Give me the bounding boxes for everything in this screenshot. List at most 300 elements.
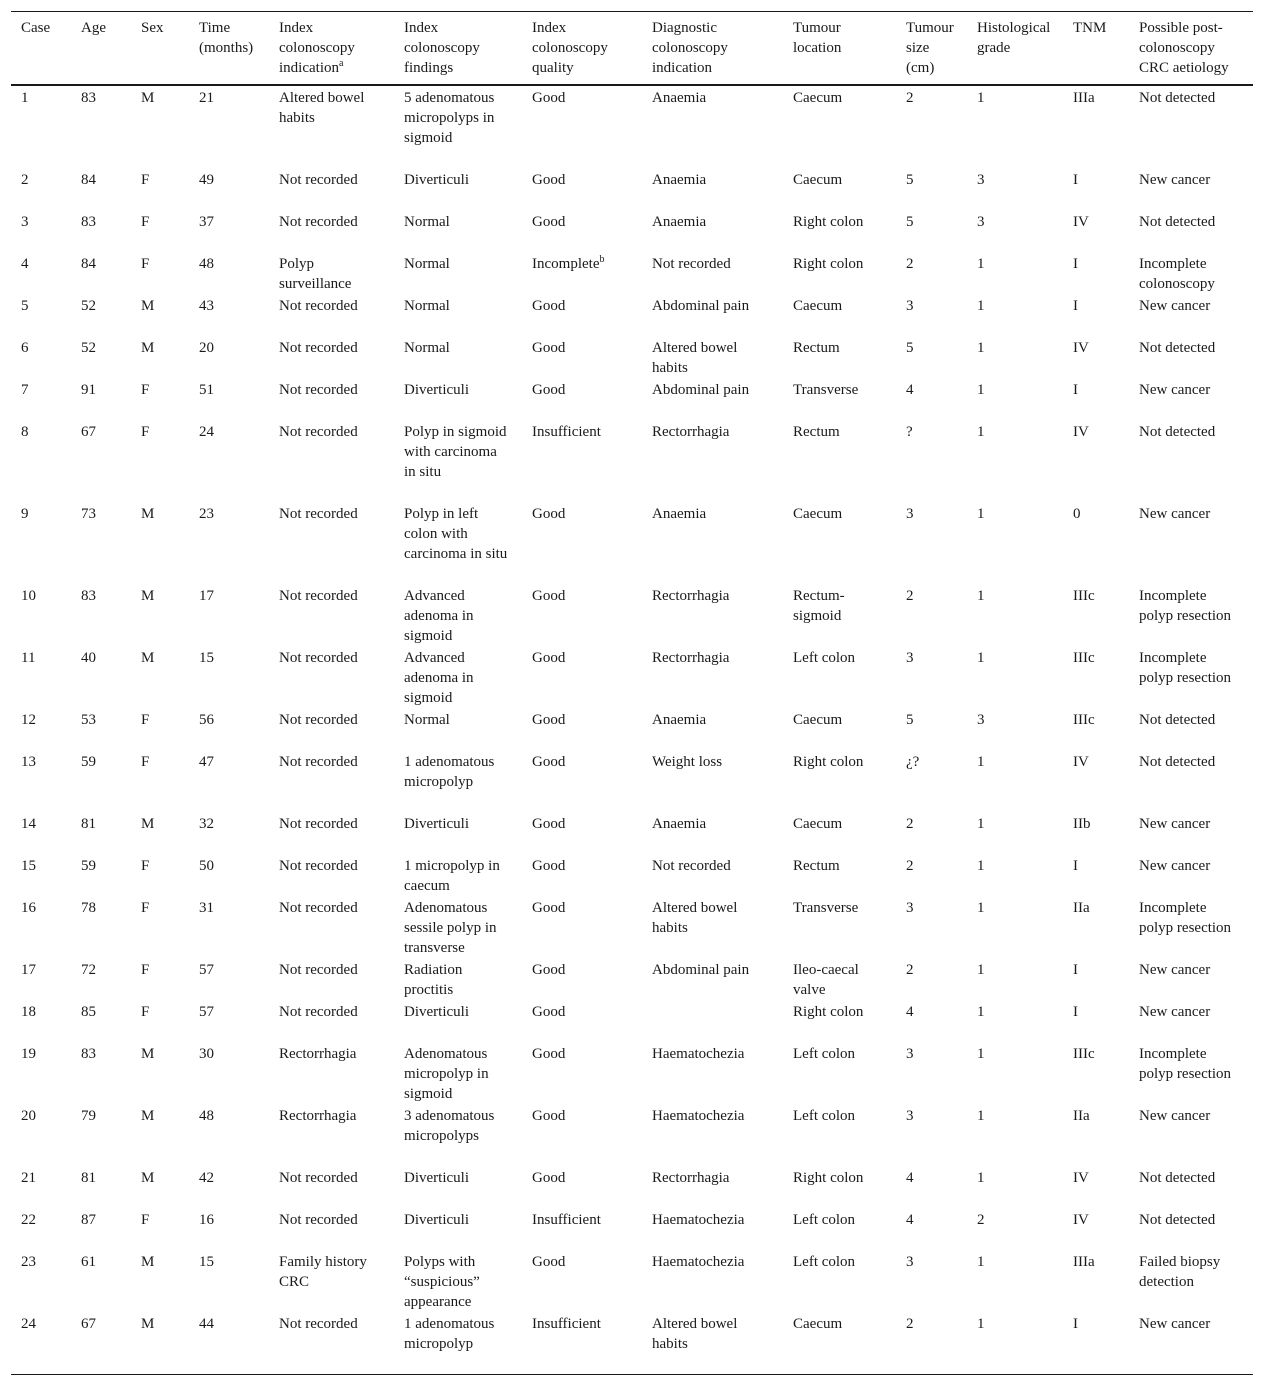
cell-aetiology: [1129, 1104, 1253, 1166]
cell-tnm: [1063, 708, 1129, 750]
cell-sex: [131, 294, 189, 336]
cell-tnm: [1063, 646, 1129, 708]
cell-text: 15: [21, 858, 36, 874]
cell-text: 20: [21, 1108, 36, 1124]
header-time: [189, 12, 269, 86]
cell-index-indication: [269, 336, 394, 378]
cell-index-quality: [522, 1000, 642, 1042]
cell-index-indication: [269, 1000, 394, 1042]
cell-text: Adenomatous micropolyp in sigmoid: [404, 1046, 489, 1102]
cell-text: Polyp in sigmoid with carcinoma in situ: [404, 424, 507, 480]
cell-index-indication: [269, 896, 394, 958]
cell-tumour-size: [896, 1042, 967, 1104]
cell-aetiology: [1129, 85, 1253, 168]
cell-text: Caecum: [793, 506, 843, 522]
cell-diagnostic-indication: [642, 168, 783, 210]
cell-tumour-size: [896, 958, 967, 1000]
cell-text: M: [141, 298, 155, 314]
table-row: [11, 812, 1253, 854]
cell-text: 3: [977, 712, 985, 728]
cell-histological-grade: [967, 378, 1063, 420]
cell-index-findings: [394, 1166, 522, 1208]
cell-text: Good: [532, 1170, 566, 1186]
cell-index-indication: [269, 1250, 394, 1312]
cell-index-quality: [522, 85, 642, 168]
cell-age: [71, 420, 131, 502]
cell-text: Not detected: [1139, 754, 1216, 770]
header-age: [71, 12, 131, 86]
cell-text: Incomplete colonoscopy: [1139, 256, 1215, 292]
cell-tumour-location: [783, 708, 896, 750]
cell-histological-grade: [967, 1042, 1063, 1104]
cell-text: Good: [532, 1046, 566, 1062]
cell-index-findings: [394, 584, 522, 646]
cell-text: M: [141, 1316, 155, 1332]
table-row: [11, 1104, 1253, 1166]
cell-histological-grade: [967, 1250, 1063, 1312]
cell-text: Not recorded: [279, 754, 358, 770]
cell-text: 16: [199, 1212, 214, 1228]
cell-text: F: [141, 1212, 150, 1228]
cell-text: Not recorded: [279, 816, 358, 832]
cell-text: Left colon: [793, 1108, 856, 1124]
cell-text: 1: [977, 382, 985, 398]
cell-text: 37: [199, 214, 214, 230]
cell-text: 11: [21, 650, 36, 666]
table-row: [11, 168, 1253, 210]
cell-diagnostic-indication: [642, 1042, 783, 1104]
cell-text: Normal: [404, 298, 450, 314]
cell-age: [71, 708, 131, 750]
cell-time: [189, 646, 269, 708]
cell-tumour-location: [783, 584, 896, 646]
cell-text: Not detected: [1139, 1212, 1216, 1228]
table-row: [11, 252, 1253, 294]
cell-text: Caecum: [793, 1316, 843, 1332]
header-label: Sex: [141, 20, 164, 36]
cell-index-indication: [269, 294, 394, 336]
cell-tnm: [1063, 1042, 1129, 1104]
cell-text: Not detected: [1139, 340, 1216, 356]
cell-text: IIa: [1073, 900, 1090, 916]
post-colonoscopy-crc-table: [11, 11, 1253, 1375]
cell-text: M: [141, 1254, 155, 1270]
cell-text: 1: [977, 1254, 985, 1270]
table-row: [11, 1250, 1253, 1312]
cell-index-quality: [522, 1166, 642, 1208]
cell-tumour-location: [783, 646, 896, 708]
cell-tnm: [1063, 1000, 1129, 1042]
cell-text: 23: [21, 1254, 36, 1270]
cell-text: Caecum: [793, 816, 843, 832]
cell-age: [71, 750, 131, 812]
cell-histological-grade: [967, 1312, 1063, 1375]
cell-histological-grade: [967, 1166, 1063, 1208]
cell-tumour-location: [783, 420, 896, 502]
cell-index-findings: [394, 1208, 522, 1250]
cell-text: 2: [906, 962, 914, 978]
cell-text: M: [141, 1108, 155, 1124]
cell-time: [189, 168, 269, 210]
header-label: Possible post-colonoscopy CRC aetiology: [1139, 20, 1229, 76]
cell-text: 83: [81, 588, 96, 604]
cell-text: Not recorded: [279, 172, 358, 188]
cell-text: Good: [532, 382, 566, 398]
cell-text: I: [1073, 382, 1078, 398]
cell-text: New cancer: [1139, 816, 1211, 832]
cell-text: 79: [81, 1108, 96, 1124]
cell-index-quality: [522, 420, 642, 502]
cell-text: 1: [977, 1108, 985, 1124]
cell-diagnostic-indication: [642, 708, 783, 750]
cell-text: ?: [906, 424, 913, 440]
cell-tumour-location: [783, 85, 896, 168]
cell-index-indication: [269, 502, 394, 584]
cell-text: I: [1073, 298, 1078, 314]
cell-tumour-size: [896, 750, 967, 812]
cell-diagnostic-indication: [642, 1208, 783, 1250]
cell-time: [189, 1000, 269, 1042]
cell-age: [71, 958, 131, 1000]
cell-text: 81: [81, 1170, 96, 1186]
cell-index-indication: [269, 1312, 394, 1375]
cell-text: Altered bowel habits: [652, 1316, 738, 1352]
cell-tnm: [1063, 750, 1129, 812]
cell-text: IIIc: [1073, 650, 1095, 666]
cell-histological-grade: [967, 502, 1063, 584]
cell-text: 2: [906, 256, 914, 272]
cell-text: IIa: [1073, 1108, 1090, 1124]
cell-text: Rectorrhagia: [279, 1046, 357, 1062]
cell-text: Not recorded: [279, 1004, 358, 1020]
cell-text: Not recorded: [279, 340, 358, 356]
cell-index-findings: [394, 854, 522, 896]
cell-index-quality: [522, 1208, 642, 1250]
table-row: [11, 646, 1253, 708]
cell-text: F: [141, 962, 150, 978]
cell-diagnostic-indication: [642, 958, 783, 1000]
cell-text: Good: [532, 1108, 566, 1124]
cell-text: Incomplete polyp resection: [1139, 1046, 1232, 1082]
cell-tumour-location: [783, 1312, 896, 1375]
cell-aetiology: [1129, 168, 1253, 210]
cell-text: Rectorrhagia: [279, 1108, 357, 1124]
cell-text: Altered bowel habits: [652, 340, 738, 376]
header-tnm: [1063, 12, 1129, 86]
cell-text: Incomplete polyp resection: [1139, 900, 1232, 936]
cell-aetiology: [1129, 896, 1253, 958]
cell-text: Anaemia: [652, 712, 707, 728]
cell-tnm: [1063, 294, 1129, 336]
cell-time: [189, 420, 269, 502]
cell-text: Not recorded: [279, 900, 358, 916]
cell-text: Not detected: [1139, 90, 1216, 106]
cell-text: IV: [1073, 1212, 1089, 1228]
cell-text: Left colon: [793, 1254, 856, 1270]
cell-text: 5 adenomatous micropolyps in sigmoid: [404, 90, 495, 146]
cell-text: Not recorded: [279, 962, 358, 978]
cell-text: Adenomatous sessile polyp in transverse: [404, 900, 497, 956]
cell-text: 87: [81, 1212, 96, 1228]
cell-case: [11, 1208, 71, 1250]
cell-text: 85: [81, 1004, 96, 1020]
cell-text: IV: [1073, 1170, 1089, 1186]
cell-text: 23: [199, 506, 214, 522]
cell-sex: [131, 584, 189, 646]
cell-text: 24: [199, 424, 214, 440]
cell-text: Radiation proctitis: [404, 962, 463, 998]
cell-index-quality: [522, 750, 642, 812]
header-diagnostic-indication: [642, 12, 783, 86]
cell-text: 7: [21, 382, 29, 398]
cell-age: [71, 896, 131, 958]
cell-text: F: [141, 214, 150, 230]
cell-text: Diverticuli: [404, 1170, 469, 1186]
cell-text: 15: [199, 1254, 214, 1270]
cell-text: 1: [977, 256, 985, 272]
cell-text: M: [141, 1170, 155, 1186]
cell-text: Not recorded: [279, 858, 358, 874]
cell-sex: [131, 252, 189, 294]
cell-text: 10: [21, 588, 36, 604]
cell-case: [11, 646, 71, 708]
cell-tnm: [1063, 1166, 1129, 1208]
cell-tumour-location: [783, 210, 896, 252]
cell-text: 5: [906, 712, 914, 728]
cell-tumour-size: [896, 1208, 967, 1250]
cell-case: [11, 168, 71, 210]
cell-text: Not recorded: [279, 712, 358, 728]
cell-aetiology: [1129, 1166, 1253, 1208]
cell-text: Left colon: [793, 650, 856, 666]
cell-text: 0: [1073, 506, 1081, 522]
cell-text: Right colon: [793, 256, 864, 272]
cell-time: [189, 294, 269, 336]
cell-text: Not recorded: [279, 506, 358, 522]
cell-index-indication: [269, 750, 394, 812]
cell-text: Not detected: [1139, 214, 1216, 230]
header-label: Tumour location: [793, 20, 842, 56]
cell-tnm: [1063, 168, 1129, 210]
cell-time: [189, 1208, 269, 1250]
cell-text: 32: [199, 816, 214, 832]
cell-aetiology: [1129, 1000, 1253, 1042]
cell-time: [189, 584, 269, 646]
cell-text: 5: [21, 298, 29, 314]
cell-index-indication: [269, 1208, 394, 1250]
cell-index-indication: [269, 854, 394, 896]
cell-text: Good: [532, 506, 566, 522]
cell-text: Right colon: [793, 214, 864, 230]
cell-tumour-size: [896, 896, 967, 958]
cell-text: 56: [199, 712, 214, 728]
cell-tumour-location: [783, 812, 896, 854]
cell-text: Altered bowel habits: [279, 90, 365, 126]
cell-text: Abdominal pain: [652, 298, 750, 314]
cell-text: Good: [532, 900, 566, 916]
cell-aetiology: [1129, 502, 1253, 584]
cell-text: Right colon: [793, 1004, 864, 1020]
cell-index-quality: [522, 958, 642, 1000]
cell-diagnostic-indication: [642, 646, 783, 708]
cell-text: New cancer: [1139, 298, 1211, 314]
cell-histological-grade: [967, 1104, 1063, 1166]
cell-text: 1: [977, 298, 985, 314]
cell-text: IIIa: [1073, 90, 1095, 106]
cell-text: 21: [199, 90, 214, 106]
cell-text: Failed biopsy detection: [1139, 1254, 1221, 1290]
cell-case: [11, 584, 71, 646]
cell-diagnostic-indication: [642, 85, 783, 168]
cell-sex: [131, 85, 189, 168]
cell-text: 83: [81, 1046, 96, 1062]
cell-text: 1 adenomatous micropolyp: [404, 754, 495, 790]
cell-time: [189, 502, 269, 584]
cell-age: [71, 1000, 131, 1042]
cell-tumour-size: [896, 812, 967, 854]
table-row: [11, 1000, 1253, 1042]
cell-diagnostic-indication: [642, 1000, 783, 1042]
cell-age: [71, 1166, 131, 1208]
cell-text: 1: [977, 340, 985, 356]
cell-sex: [131, 958, 189, 1000]
cell-text: IIIc: [1073, 588, 1095, 604]
cell-tumour-location: [783, 1000, 896, 1042]
cell-text: Ileo-caecal valve: [793, 962, 859, 998]
cell-text: 18: [21, 1004, 36, 1020]
cell-index-findings: [394, 252, 522, 294]
cell-index-indication: [269, 252, 394, 294]
table-row: [11, 1166, 1253, 1208]
cell-text: Haematochezia: [652, 1212, 745, 1228]
cell-age: [71, 294, 131, 336]
cell-text: 83: [81, 214, 96, 230]
cell-text: 1 adenomatous micropolyp: [404, 1316, 495, 1352]
cell-text: 4: [906, 1170, 914, 1186]
cell-text: 78: [81, 900, 96, 916]
cell-text: 3: [906, 1108, 914, 1124]
cell-index-quality: [522, 1250, 642, 1312]
cell-text: IIIc: [1073, 1046, 1095, 1062]
cell-text: New cancer: [1139, 172, 1211, 188]
cell-text: 1: [977, 424, 985, 440]
cell-histological-grade: [967, 896, 1063, 958]
header-label: Index colonoscopy findings: [404, 20, 480, 76]
cell-tumour-size: [896, 168, 967, 210]
cell-text: New cancer: [1139, 382, 1211, 398]
cell-sex: [131, 336, 189, 378]
cell-diagnostic-indication: [642, 378, 783, 420]
cell-text: Insufficient: [532, 1316, 601, 1332]
cell-text: Caecum: [793, 172, 843, 188]
cell-diagnostic-indication: [642, 210, 783, 252]
cell-text: 3: [21, 214, 29, 230]
cell-text: 1: [21, 90, 29, 106]
cell-text: 24: [21, 1316, 36, 1332]
cell-tumour-location: [783, 1042, 896, 1104]
cell-text: 1: [977, 816, 985, 832]
cell-tumour-size: [896, 1312, 967, 1375]
cell-case: [11, 502, 71, 584]
cell-histological-grade: [967, 812, 1063, 854]
cell-text: Haematochezia: [652, 1046, 745, 1062]
cell-text: IIb: [1073, 816, 1091, 832]
cell-tumour-size: [896, 336, 967, 378]
cell-time: [189, 896, 269, 958]
cell-histological-grade: [967, 420, 1063, 502]
cell-text: 8: [21, 424, 29, 440]
cell-text: 3: [906, 1254, 914, 1270]
cell-text: IIIa: [1073, 1254, 1095, 1270]
cell-text: Rectum: [793, 858, 840, 874]
cell-text: 84: [81, 256, 96, 272]
cell-text: Good: [532, 858, 566, 874]
table-body: [11, 85, 1253, 1375]
table-row: [11, 1042, 1253, 1104]
cell-histological-grade: [967, 854, 1063, 896]
cell-diagnostic-indication: [642, 294, 783, 336]
cell-tumour-size: [896, 584, 967, 646]
cell-index-quality: [522, 502, 642, 584]
cell-sex: [131, 854, 189, 896]
header-label: Index colonoscopy indication: [279, 20, 355, 76]
cell-histological-grade: [967, 646, 1063, 708]
cell-diagnostic-indication: [642, 420, 783, 502]
cell-sex: [131, 1312, 189, 1375]
cell-age: [71, 378, 131, 420]
cell-text: Polyp in left colon with carcinoma in situ: [404, 506, 508, 562]
cell-sex: [131, 646, 189, 708]
cell-age: [71, 1208, 131, 1250]
cell-index-indication: [269, 168, 394, 210]
cell-text: Not recorded: [279, 1170, 358, 1186]
cell-sex: [131, 1250, 189, 1312]
cell-tnm: [1063, 420, 1129, 502]
cell-tnm: [1063, 502, 1129, 584]
cell-text: 1: [977, 506, 985, 522]
cell-histological-grade: [967, 336, 1063, 378]
cell-text: Abdominal pain: [652, 382, 750, 398]
cell-text: 57: [199, 962, 214, 978]
cell-text: 81: [81, 816, 96, 832]
cell-tnm: [1063, 252, 1129, 294]
header-row: [11, 12, 1253, 86]
cell-text: New cancer: [1139, 858, 1211, 874]
cell-text: 2: [21, 172, 29, 188]
cell-tumour-location: [783, 896, 896, 958]
cell-text: 57: [199, 1004, 214, 1020]
header-aetiology: [1129, 12, 1253, 86]
cell-text: Caecum: [793, 712, 843, 728]
cell-aetiology: [1129, 708, 1253, 750]
cell-tumour-location: [783, 502, 896, 584]
cell-text: 3: [977, 214, 985, 230]
cell-text: 53: [81, 712, 96, 728]
cell-index-quality: [522, 378, 642, 420]
cell-age: [71, 252, 131, 294]
table-row: [11, 1312, 1253, 1375]
header-index-quality: [522, 12, 642, 86]
cell-tumour-size: [896, 252, 967, 294]
cell-histological-grade: [967, 294, 1063, 336]
cell-tumour-size: [896, 1250, 967, 1312]
table-row: [11, 294, 1253, 336]
header-index-indication: [269, 12, 394, 86]
cell-text: Rectum: [793, 424, 840, 440]
cell-text: I: [1073, 962, 1078, 978]
cell-text: Not recorded: [279, 214, 358, 230]
cell-text: 1: [977, 858, 985, 874]
